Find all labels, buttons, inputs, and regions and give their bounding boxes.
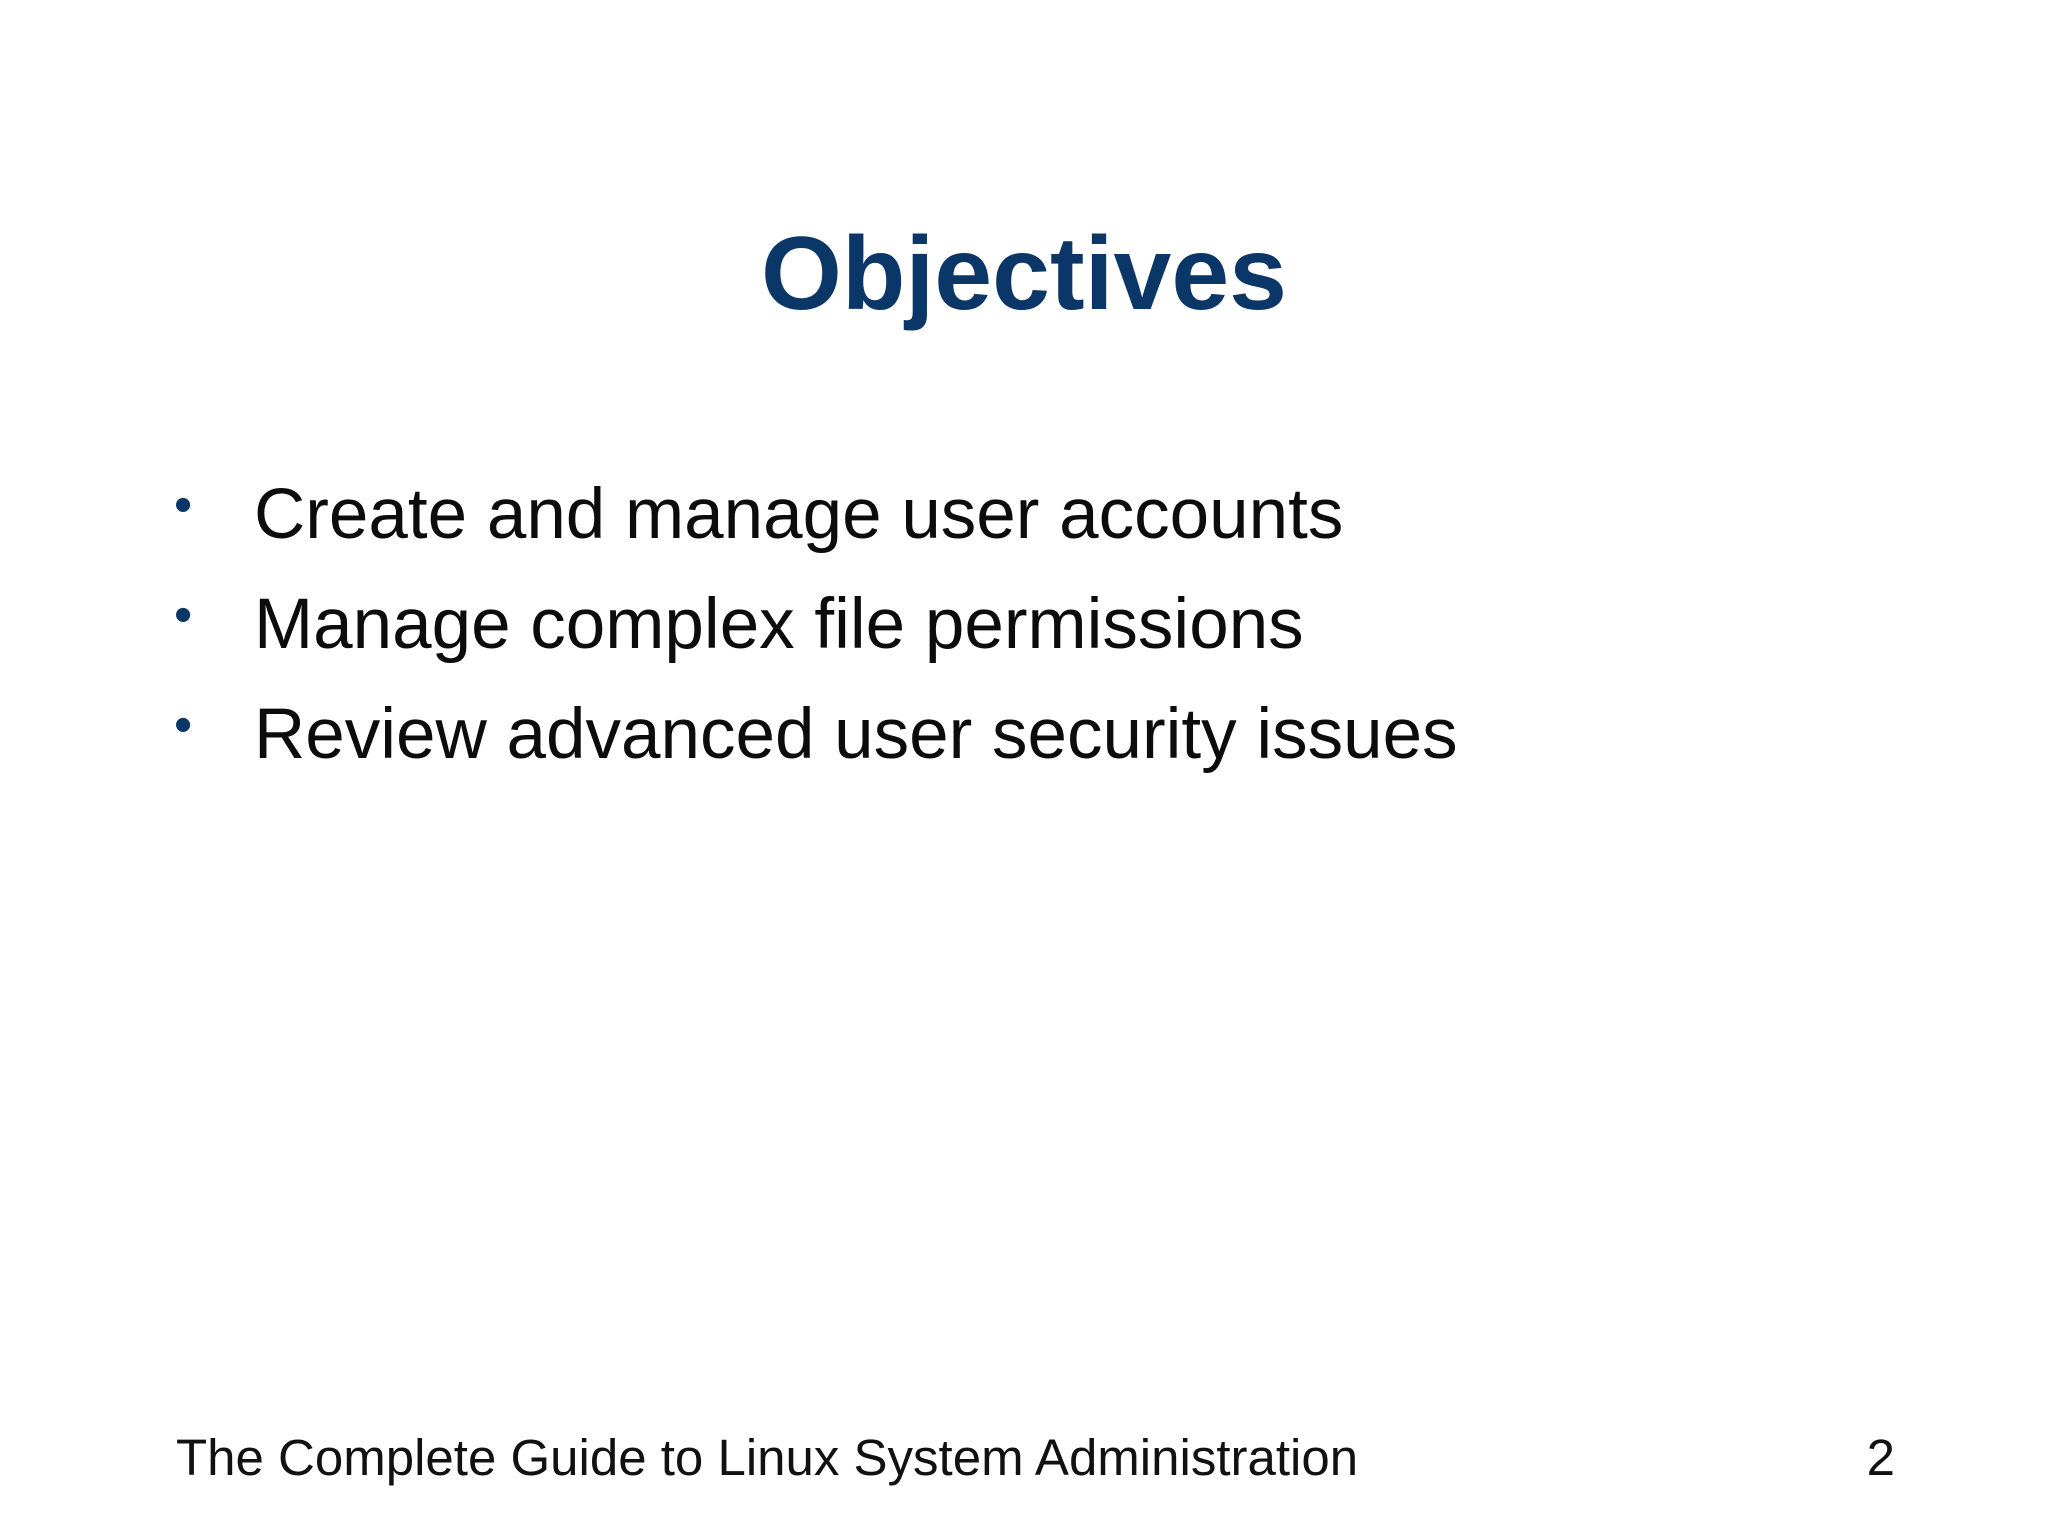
bullet-item bbox=[174, 460, 1458, 570]
bullet-icon: • bbox=[174, 586, 193, 644]
bullet-item bbox=[174, 570, 1458, 680]
bullet-text: Create and manage user accounts bbox=[254, 475, 1344, 554]
bullet-text: Manage complex file permissions bbox=[254, 585, 1304, 664]
bullet-icon: • bbox=[174, 696, 193, 754]
bullet-text: Review advanced user security issues bbox=[254, 695, 1458, 774]
bullet-icon: • bbox=[174, 476, 193, 534]
page-number: 2 bbox=[1866, 1429, 1895, 1486]
bullet-item bbox=[174, 680, 1458, 790]
footer-text: The Complete Guide to Linux System Administration bbox=[176, 1429, 1359, 1486]
slide-title: Objectives bbox=[760, 216, 1288, 332]
bullet-list bbox=[174, 460, 1458, 790]
